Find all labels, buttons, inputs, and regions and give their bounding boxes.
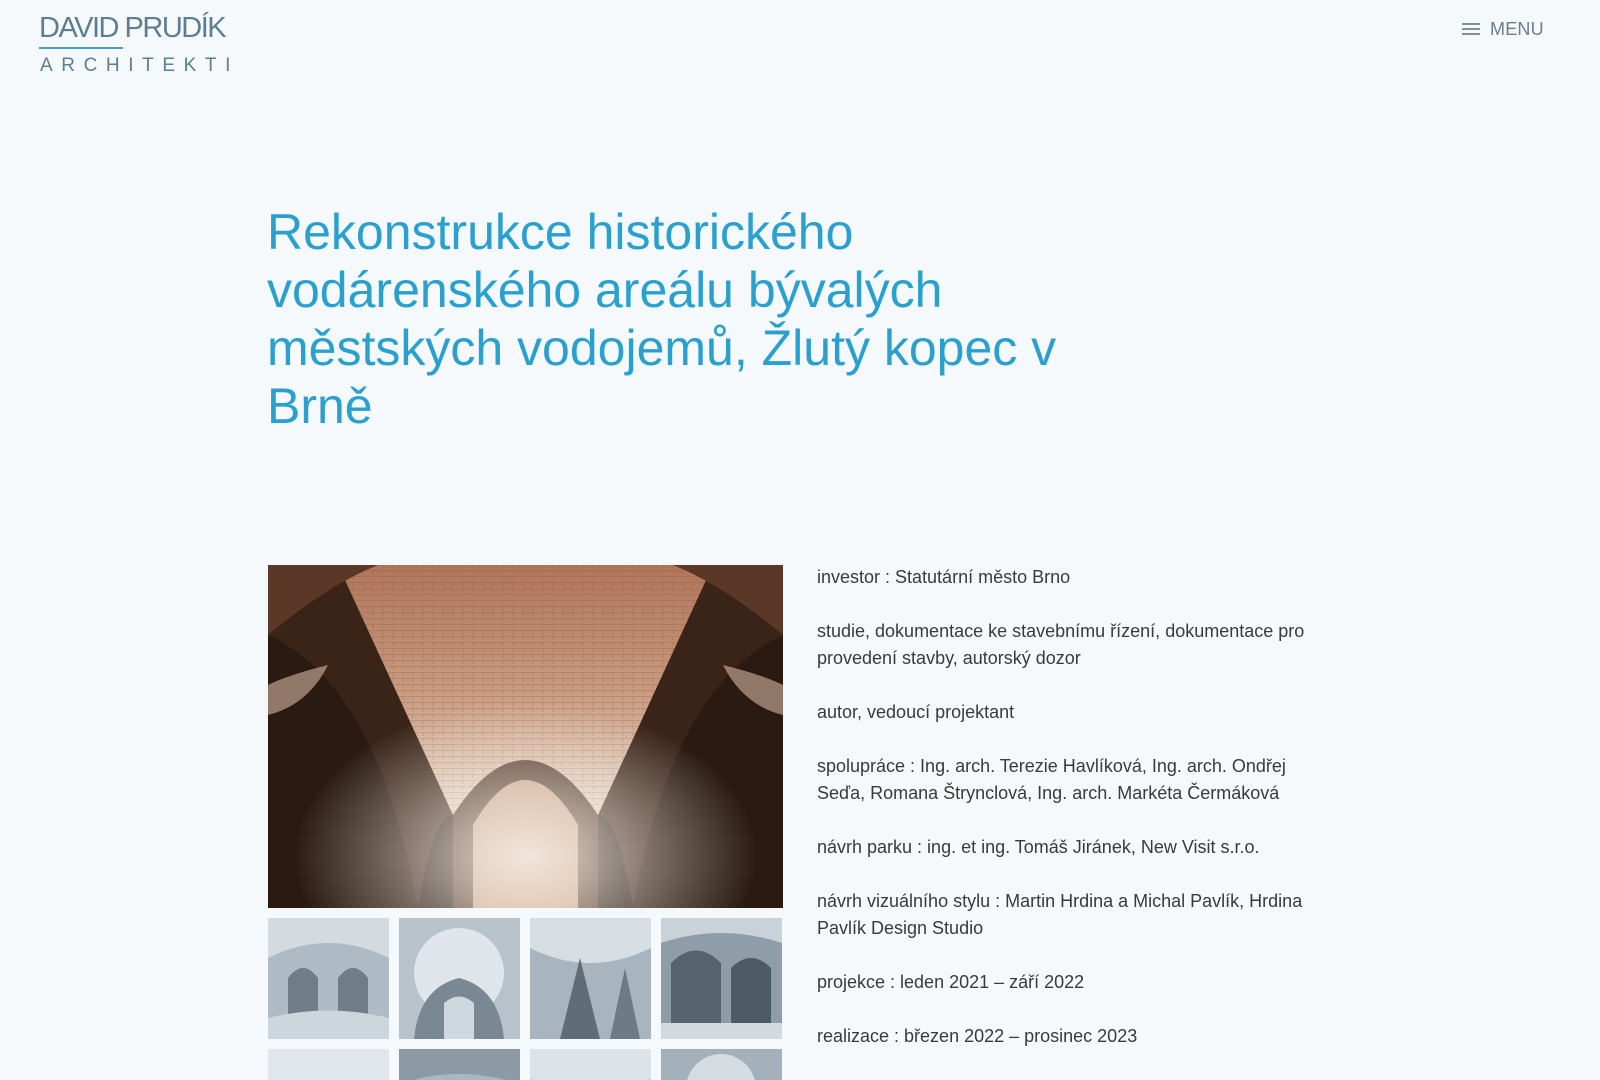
info-author: autor, vedoucí projektant — [817, 702, 1015, 722]
gallery-thumbnail[interactable] — [530, 918, 651, 1039]
photo-gallery — [268, 565, 783, 1080]
gallery-thumbnail[interactable] — [661, 918, 782, 1039]
gallery-thumbnail[interactable] — [399, 1049, 520, 1080]
gallery-thumbnail[interactable] — [530, 1049, 651, 1080]
logo-name: DAVID PRUDÍK — [39, 12, 226, 44]
info-visual-style: návrh vizuálního stylu : Martin Hrdina a Michal Pavlík, Hrdina Pavlík Design Studio — [817, 891, 1303, 938]
info-realization: realizace : březen 2022 – prosinec 2023 — [817, 1026, 1138, 1046]
gallery-thumbnail[interactable] — [661, 1049, 782, 1080]
gallery-thumbnail[interactable] — [268, 1049, 389, 1080]
info-collaboration: spolupráce : Ing. arch. Terezie Havlíková, Ing. arch. Ondřej Seďa, Romana Štrynclová, Ing. arch. Markéta Čermáková — [817, 756, 1286, 803]
info-projection: projekce : leden 2021 – září 2022 — [817, 972, 1085, 992]
gallery-thumbnail[interactable] — [268, 918, 389, 1039]
menu-label: MENU — [1490, 18, 1544, 39]
hamburger-icon — [1462, 22, 1480, 36]
page-title: Rekonstrukce historického vodárenského areálu bývalých městských vodojemů, Žlutý kopec v Brně — [267, 204, 1057, 434]
info-park-design: návrh parku : ing. et ing. Tomáš Jiránek, New Visit s.r.o. — [817, 837, 1260, 857]
info-investor: investor : Statutární město Brno — [817, 567, 1071, 587]
project-info — [817, 564, 1337, 1077]
menu-button[interactable] — [1462, 16, 1544, 42]
gallery-thumbnail[interactable] — [399, 918, 520, 1039]
thumbnail-grid — [268, 918, 783, 1080]
logo-subtitle: ARCHITEKTI — [40, 55, 239, 76]
logo[interactable] — [39, 10, 239, 76]
info-scope: studie, dokumentace ke stavebnímu řízení, dokumentace pro provedení stavby, autorský dozor — [817, 621, 1305, 668]
main-photo[interactable] — [268, 565, 783, 908]
logo-underline — [39, 47, 123, 49]
